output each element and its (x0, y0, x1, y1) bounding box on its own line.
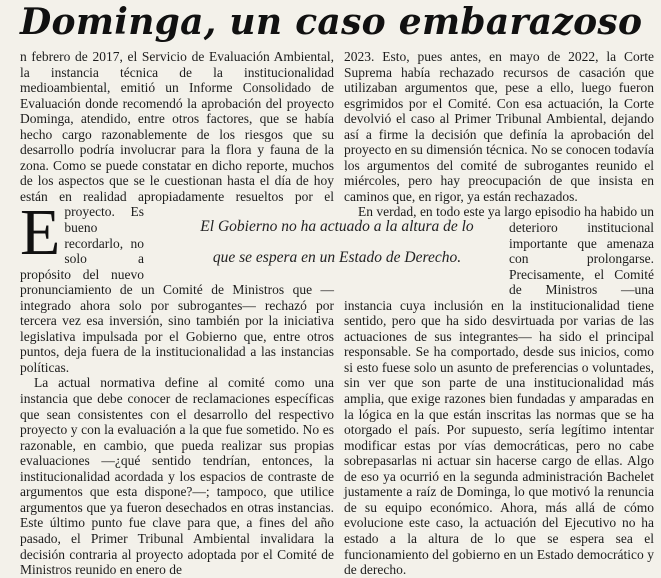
dropcap: E (20, 196, 61, 269)
paragraph-text: n febrero de 2017, el Servicio de Evaluación Ambiental, la instancia técnica de la institucionalidad medioambiental, emitió un Informe Consolidado de Evaluación donde recomendó la aprobación del proyecto Dominga, atendido, entre otros factores, que se había hecho cargo razonablemente de los riesgos que su desarrollo podría involucrar para la flora y fauna de la zona. Como se puede constatar en dicho reporte, muchos de los aspectos que se le cuestionan hasta el día de hoy están en realidad apropiadamente resueltos por el proyecto. Es bueno recordarlo, no solo a propósito del nuevo pronunciamiento de un Comité de Ministros que —integrado ahora solo por subrogantes— rechazó por tercera vez esa inversión, sino también por la iniciativa legislativa impulsada por el Gobierno que, entre otros puntos, deja fuera de la institucionalidad a las instancias políticas. (20, 49, 334, 375)
column-left (20, 49, 334, 578)
headline: Dominga, un caso embarazoso (20, 1, 643, 43)
paragraph-2: La actual normativa define al comité como una instancia que debe conocer de reclamaciones específicas que sean consistentes con el desarrollo del respectivo proyecto y con la evaluación a la que fue sometido. No es razonable, en cambio, que pueda realizar sus propias evaluaciones —¿qué sentido tendrían, entonces, la institucionalidad acordada y los espacios de contraste de argumentos que esta dispone?—; tampoco, que utilice argumentos que ya fueron desechados en otras instancias. Este último punto fue clave para que, a fines del año pasado, el Primer Tribunal Ambiental invalidara la decisión contraria al proyecto adoptada por el Comité de Ministros reunido en enero de (20, 375, 334, 578)
column-right (344, 49, 654, 578)
pullquote: El Gobierno no ha actuado a la altura de lo que se espera en un Estado de Derecho. (200, 218, 474, 266)
paragraph-4: En verdad, en todo este ya largo episodio ha habido un deterioro institucional importante que amenaza con prolongarse. Precisamente, el Comité de Ministros —una instancia cuya inclusión en la institucionalidad tiene sentido, pero que ha sido desvirtuada por varias de las actuaciones de sus integrantes— ha sido el principal responsable. Se ha comportado, desde sus inicios, como si esto fuese solo un asunto de preferencias o voluntades, sin ver que son parte de una institucionalidad más amplia, que exige razones bien fundadas y amparadas en la lógica en la que están inscritas las normas que se ha otorgado el país. Por supuesto, sería legítimo intentar modificar estas por vías democráticas, pero no cabe sobrepasarlas ni actuar sin hacerse cargo de ellas. Algo de eso ya ocurrió en la segunda administración Bachelet justamente a raíz de Dominga, lo que motivó la renuncia de su equipo económico. Ahora, más allá de cómo evolucione este caso, la actuación del Ejecutivo no ha estado a la altura de lo que se espera sea el funcionamiento del gobierno en un Estado democrático y de derecho. (344, 204, 654, 578)
paragraph-3: 2023. Esto, pues antes, en mayo de 2022, la Corte Suprema había rechazado recursos de casación que utilizaban argumentos que, pese a ello, luego fueron esgrimidos por el Comité. Con esa actuación, la Corte devolvió el caso al Primer Tribunal Ambiental, dejando así a firme la decisión que definía la aprobación del proyecto en su dimensión técnica. No se conocen todavía los argumentos del comité de subrogantes reunido el miércoles, pero hay preocupación de que insista en caminos que, en rigor, ya están rechazados. (344, 49, 654, 204)
